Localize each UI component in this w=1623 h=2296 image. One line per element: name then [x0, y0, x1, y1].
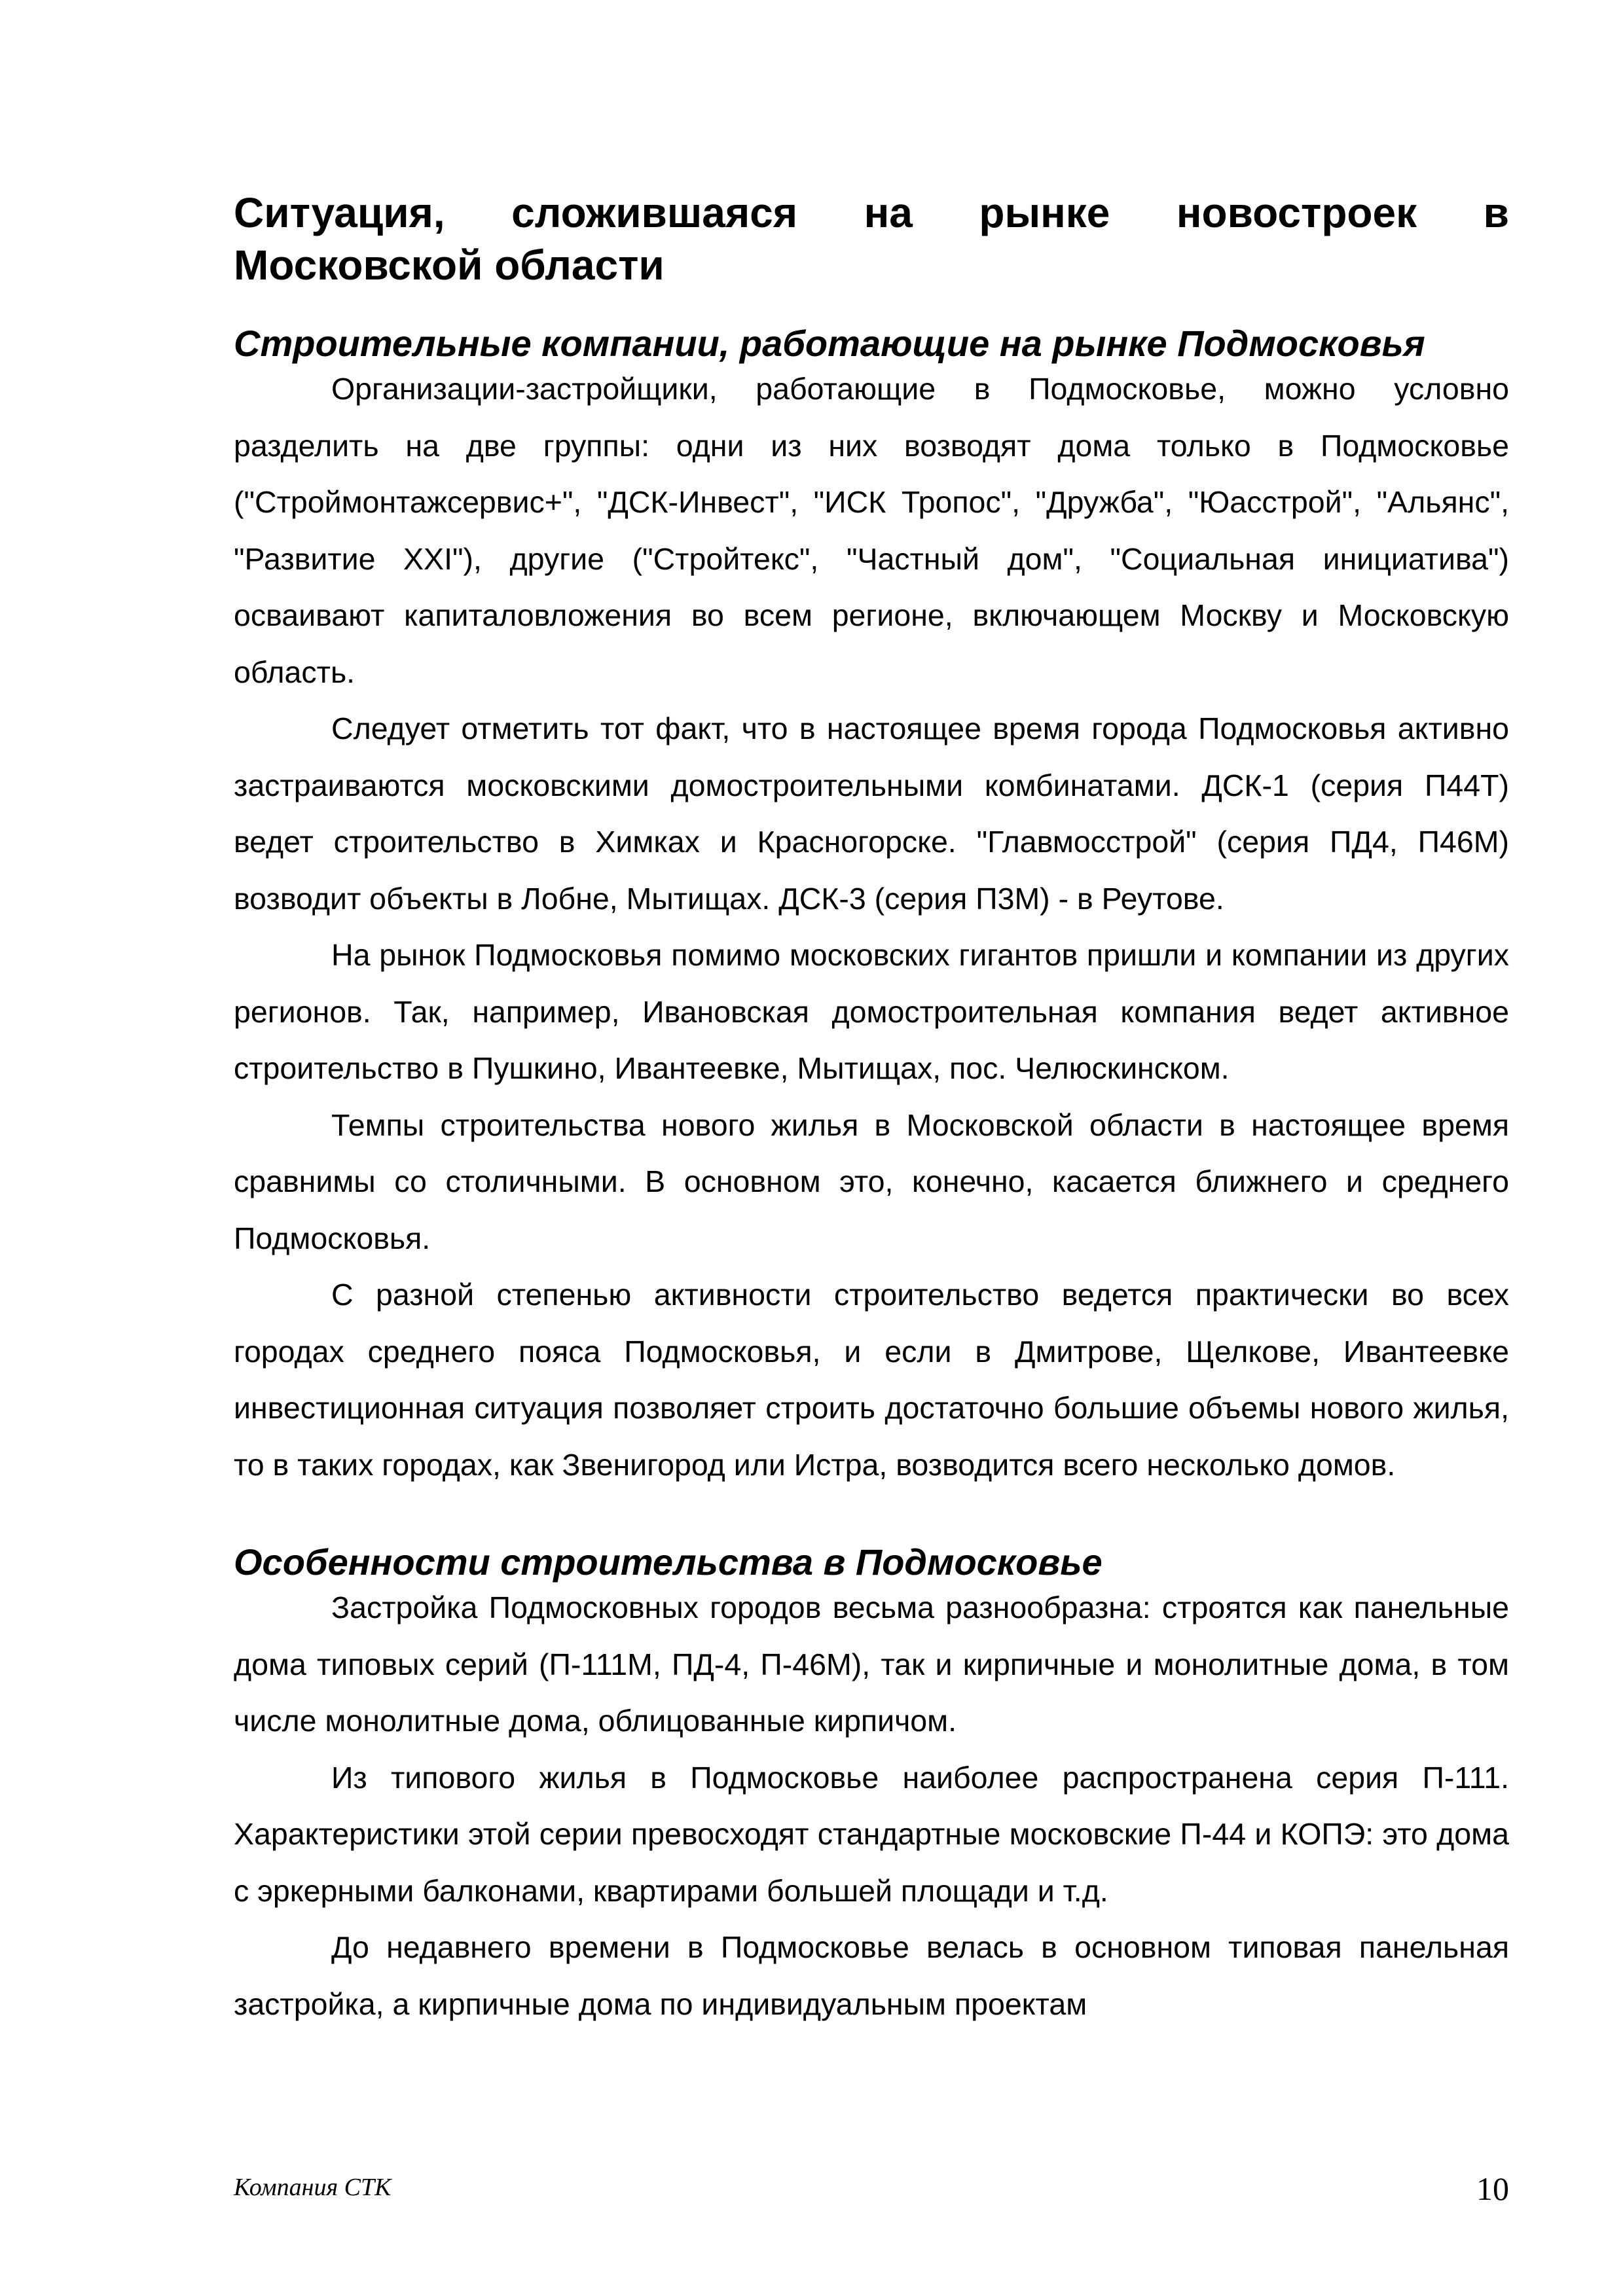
paragraph: Следует отметить тот факт, что в настоящее время города Подмосковья активно застраиваются московскими домостроительными комбинатами. ДСК-1 (серия П44Т) ведет строительство в Химках и Красногорске. "Главмосстрой" (серия ПД4, П46М) возводит объекты в Лобне, Мытищах. ДСК-3 (серия П3М) - в Реутове.: [234, 711, 1509, 916]
section-heading-features: Особенности строительства в Подмосковье: [234, 1541, 1103, 1583]
page-content: [234, 187, 1509, 2032]
paragraph: Застройка Подмосковных городов весьма разнообразна: строятся как панельные дома типовых серий (П-111М, ПД-4, П-46М), так и кирпичные и монолитные дома, в том числе монолитные дома, облицованные кирпичом.: [234, 1590, 1509, 1738]
paragraph: На рынок Подмосковья помимо московских гигантов пришли и компании из других регионов. Так, например, Ивановская домостроительная компания ведет активное строительство в Пушкино, Ивантеевке, Мытищах, пос. Челюскинском.: [234, 938, 1509, 1085]
page-title-line-1: Ситуация, сложившаяся на рынке новостроек в: [234, 189, 1509, 236]
section-heading-companies: Строительные компании, работающие на рынке Подмосковья: [234, 323, 1425, 364]
page-number: 10: [1476, 2170, 1509, 2207]
footer-company-name: Компания СТК: [234, 2174, 392, 2201]
page-title: [234, 187, 1509, 291]
page-footer: [234, 2170, 1509, 2209]
paragraph: Темпы строительства нового жилья в Московской области в настоящее время сравнимы со столичными. В основном это, конечно, касается ближнего и среднего Подмосковья.: [234, 1107, 1509, 1255]
paragraph: До недавнего времени в Подмосковье велась в основном типовая панельная застройка, а кирпичные дома по индивидуальным проектам: [234, 1930, 1509, 2021]
page-title-line-2: Московской области: [234, 242, 665, 289]
paragraph: Из типового жилья в Подмосковье наиболее распространена серия П-111. Характеристики этой серии превосходят стандартные московские П-44 и КОПЭ: это дома с эркерными балконами, квартирами большей площади и т.д.: [234, 1760, 1509, 1908]
paragraph: Организации-застройщики, работающие в Подмосковье, можно условно разделить на две группы: одни из них возводят дома только в Подмосковье ("Строймонтажсервис+", "ДСК-Инвест", "ИСК Тропос", "Дружба", "Юасстрой", "Альянс", "Развитие XXI"), другие ("Стройтекс", "Частный дом", "Социальная инициатива") осваивают капиталовложения во всем регионе, включающем Москву и Московскую область.: [234, 372, 1509, 689]
paragraph: С разной степенью активности строительство ведется практически во всех городах среднего пояса Подмосковья, и если в Дмитрове, Щелкове, Ивантеевке инвестиционная ситуация позволяет строить достаточно большие объемы нового жилья, то в таких городах, как Звенигород или Истра, возводится всего несколько домов.: [234, 1278, 1509, 1482]
